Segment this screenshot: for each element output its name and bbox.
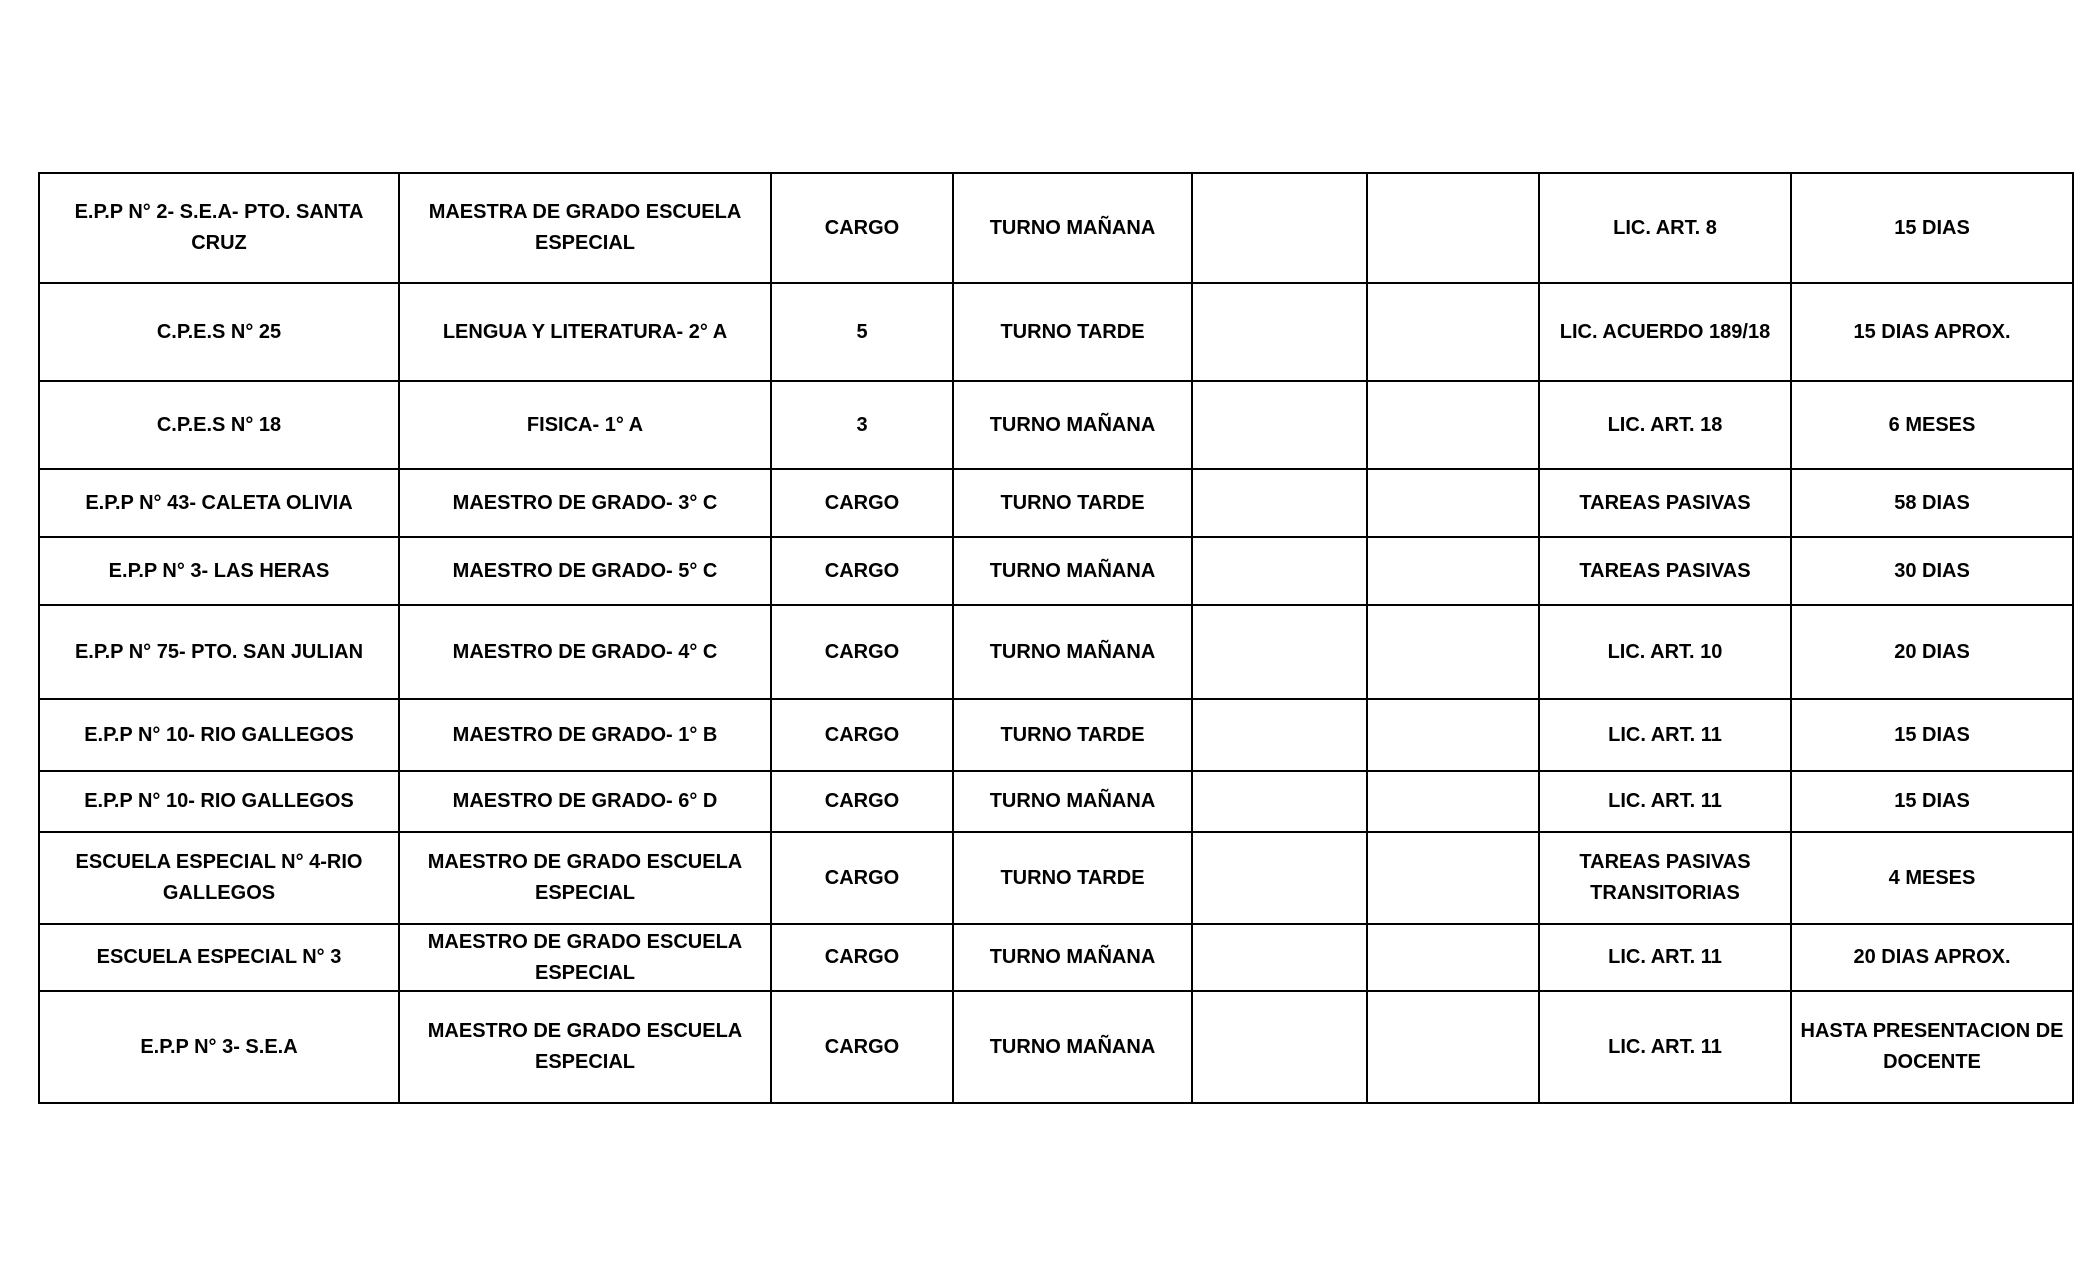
hours-cell: CARGO (771, 771, 953, 832)
empty-cell (1367, 699, 1539, 771)
empty-cell (1367, 605, 1539, 699)
reason-cell: LIC. ACUERDO 189/18 (1539, 283, 1791, 381)
position-cell: MAESTRA DE GRADO ESCUELA ESPECIAL (399, 173, 771, 283)
position-cell: MAESTRO DE GRADO- 4° C (399, 605, 771, 699)
table-row (39, 381, 2073, 469)
empty-cell (1367, 832, 1539, 924)
table-row (39, 991, 2073, 1103)
duration-cell: HASTA PRESENTACION DE DOCENTE (1791, 991, 2073, 1103)
empty-cell (1367, 991, 1539, 1103)
position-cell: MAESTRO DE GRADO- 1° B (399, 699, 771, 771)
table-row (39, 605, 2073, 699)
position-cell: FISICA- 1° A (399, 381, 771, 469)
reason-cell: LIC. ART. 11 (1539, 771, 1791, 832)
shift-cell: TURNO TARDE (953, 469, 1192, 537)
empty-cell (1367, 381, 1539, 469)
hours-cell: 5 (771, 283, 953, 381)
hours-cell: CARGO (771, 469, 953, 537)
table-row (39, 924, 2073, 991)
position-cell: MAESTRO DE GRADO ESCUELA ESPECIAL (399, 991, 771, 1103)
hours-cell: CARGO (771, 991, 953, 1103)
duration-cell: 15 DIAS APROX. (1791, 283, 2073, 381)
reason-cell: LIC. ART. 10 (1539, 605, 1791, 699)
position-cell: MAESTRO DE GRADO- 5° C (399, 537, 771, 605)
empty-cell (1367, 173, 1539, 283)
empty-cell (1367, 771, 1539, 832)
school-cell: C.P.E.S N° 25 (39, 283, 399, 381)
position-cell: MAESTRO DE GRADO ESCUELA ESPECIAL (399, 924, 771, 991)
table-row (39, 771, 2073, 832)
school-cell: E.P.P N° 43- CALETA OLIVIA (39, 469, 399, 537)
empty-cell (1192, 771, 1367, 832)
school-cell: ESCUELA ESPECIAL N° 4-RIO GALLEGOS (39, 832, 399, 924)
shift-cell: TURNO MAÑANA (953, 537, 1192, 605)
empty-cell (1192, 699, 1367, 771)
empty-cell (1192, 537, 1367, 605)
school-cell: ESCUELA ESPECIAL N° 3 (39, 924, 399, 991)
duration-cell: 15 DIAS (1791, 699, 2073, 771)
vacancy-table (38, 172, 2074, 1104)
shift-cell: TURNO TARDE (953, 832, 1192, 924)
reason-cell: LIC. ART. 11 (1539, 991, 1791, 1103)
school-cell: E.P.P N° 10- RIO GALLEGOS (39, 699, 399, 771)
reason-cell: LIC. ART. 11 (1539, 924, 1791, 991)
hours-cell: CARGO (771, 537, 953, 605)
school-cell: C.P.E.S N° 18 (39, 381, 399, 469)
empty-cell (1367, 924, 1539, 991)
position-cell: LENGUA Y LITERATURA- 2° A (399, 283, 771, 381)
empty-cell (1367, 283, 1539, 381)
school-cell: E.P.P N° 3- S.E.A (39, 991, 399, 1103)
position-cell: MAESTRO DE GRADO ESCUELA ESPECIAL (399, 832, 771, 924)
empty-cell (1192, 924, 1367, 991)
shift-cell: TURNO TARDE (953, 699, 1192, 771)
shift-cell: TURNO TARDE (953, 283, 1192, 381)
table-row (39, 469, 2073, 537)
school-cell: E.P.P N° 10- RIO GALLEGOS (39, 771, 399, 832)
school-cell: E.P.P N° 2- S.E.A- PTO. SANTA CRUZ (39, 173, 399, 283)
table-row (39, 173, 2073, 283)
empty-cell (1192, 469, 1367, 537)
duration-cell: 15 DIAS (1791, 173, 2073, 283)
duration-cell: 58 DIAS (1791, 469, 2073, 537)
reason-cell: TAREAS PASIVAS TRANSITORIAS (1539, 832, 1791, 924)
empty-cell (1192, 605, 1367, 699)
hours-cell: CARGO (771, 832, 953, 924)
reason-cell: TAREAS PASIVAS (1539, 469, 1791, 537)
hours-cell: CARGO (771, 699, 953, 771)
position-cell: MAESTRO DE GRADO- 6° D (399, 771, 771, 832)
table-row (39, 537, 2073, 605)
duration-cell: 20 DIAS (1791, 605, 2073, 699)
duration-cell: 20 DIAS APROX. (1791, 924, 2073, 991)
duration-cell: 30 DIAS (1791, 537, 2073, 605)
shift-cell: TURNO MAÑANA (953, 771, 1192, 832)
position-cell: MAESTRO DE GRADO- 3° C (399, 469, 771, 537)
reason-cell: LIC. ART. 8 (1539, 173, 1791, 283)
empty-cell (1367, 537, 1539, 605)
empty-cell (1192, 832, 1367, 924)
reason-cell: LIC. ART. 11 (1539, 699, 1791, 771)
hours-cell: CARGO (771, 924, 953, 991)
shift-cell: TURNO MAÑANA (953, 991, 1192, 1103)
hours-cell: CARGO (771, 173, 953, 283)
empty-cell (1192, 991, 1367, 1103)
duration-cell: 4 MESES (1791, 832, 2073, 924)
hours-cell: 3 (771, 381, 953, 469)
hours-cell: CARGO (771, 605, 953, 699)
table-row (39, 699, 2073, 771)
empty-cell (1192, 173, 1367, 283)
shift-cell: TURNO MAÑANA (953, 173, 1192, 283)
empty-cell (1367, 469, 1539, 537)
shift-cell: TURNO MAÑANA (953, 381, 1192, 469)
shift-cell: TURNO MAÑANA (953, 605, 1192, 699)
shift-cell: TURNO MAÑANA (953, 924, 1192, 991)
school-cell: E.P.P N° 3- LAS HERAS (39, 537, 399, 605)
table-row (39, 283, 2073, 381)
reason-cell: TAREAS PASIVAS (1539, 537, 1791, 605)
empty-cell (1192, 283, 1367, 381)
table-row (39, 832, 2073, 924)
empty-cell (1192, 381, 1367, 469)
duration-cell: 15 DIAS (1791, 771, 2073, 832)
duration-cell: 6 MESES (1791, 381, 2073, 469)
school-cell: E.P.P N° 75- PTO. SAN JULIAN (39, 605, 399, 699)
reason-cell: LIC. ART. 18 (1539, 381, 1791, 469)
